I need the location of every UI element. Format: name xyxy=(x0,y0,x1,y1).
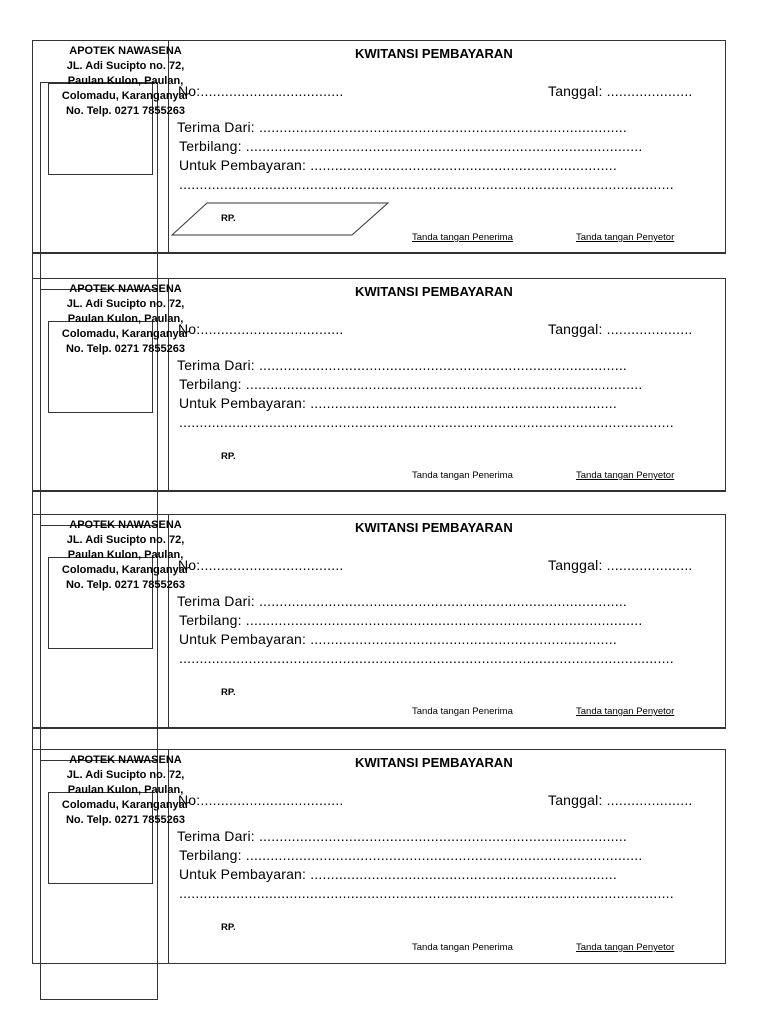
store-address-2: Paulan Kulon, Paulan, xyxy=(67,784,184,796)
receipt-title: KWITANSI PEMBAYARAN xyxy=(355,284,513,299)
separator-line xyxy=(32,253,726,254)
store-phone: No. Telp. 0271 7855263 xyxy=(65,343,186,355)
rp-label[interactable]: RP. xyxy=(221,687,236,698)
terima-dari-field[interactable]: Terima Dari: .......................................................................................... xyxy=(177,828,628,844)
signature-penyetor: Tanda tangan Penyetor xyxy=(576,232,675,243)
tanggal-field[interactable]: Tanggal: ..................... xyxy=(548,557,693,573)
terima-dari-field[interactable]: Terima Dari: .......................................................................................... xyxy=(177,357,628,373)
extra-line[interactable]: ......................................................................................................................... xyxy=(179,650,674,666)
extra-line[interactable]: ......................................................................................................................... xyxy=(179,414,674,430)
store-info xyxy=(48,282,203,357)
signature-penerima: Tanda tangan Penerima xyxy=(412,706,513,717)
signature-penerima: Tanda tangan Penerima xyxy=(412,232,513,243)
receipt-2 xyxy=(32,278,726,491)
store-phone: No. Telp. 0271 7855263 xyxy=(65,105,186,117)
signature-penerima: Tanda tangan Penerima xyxy=(412,470,513,481)
store-name: APOTEK NAWASENA xyxy=(69,283,182,295)
no-field[interactable]: No:................................... xyxy=(178,557,344,573)
store-name: APOTEK NAWASENA xyxy=(69,519,182,531)
store-address-3: Colomadu, Karanganyar xyxy=(61,328,190,340)
store-address-2: Paulan Kulon, Paulan, xyxy=(67,75,184,87)
store-address-1: JL. Adi Sucipto no. 72, xyxy=(66,298,185,310)
store-name: APOTEK NAWASENA xyxy=(69,754,182,766)
extra-line[interactable]: ......................................................................................................................... xyxy=(179,176,674,192)
rp-label[interactable]: RP. xyxy=(221,922,236,933)
store-address-3: Colomadu, Karanganyar xyxy=(61,564,190,576)
terbilang-field[interactable]: Terbilang: ................................................................................................. xyxy=(179,138,643,154)
extra-line[interactable]: ......................................................................................................................... xyxy=(179,885,674,901)
tanggal-field[interactable]: Tanggal: ..................... xyxy=(548,321,693,337)
store-phone: No. Telp. 0271 7855263 xyxy=(65,814,186,826)
store-address-3: Colomadu, Karanganyar xyxy=(61,90,190,102)
signature-penyetor: Tanda tangan Penyetor xyxy=(576,942,675,953)
tanggal-field[interactable]: Tanggal: ..................... xyxy=(548,792,693,808)
terbilang-field[interactable]: Terbilang: ................................................................................................. xyxy=(179,376,643,392)
terbilang-field[interactable]: Terbilang: ................................................................................................. xyxy=(179,612,643,628)
store-info xyxy=(48,44,203,119)
no-field[interactable]: No:................................... xyxy=(178,792,344,808)
amount-box xyxy=(171,202,391,238)
store-name: APOTEK NAWASENA xyxy=(69,45,182,57)
receipt-title: KWITANSI PEMBAYARAN xyxy=(355,520,513,535)
receipt-4 xyxy=(32,749,726,964)
no-field[interactable]: No:................................... xyxy=(178,321,344,337)
untuk-pembayaran-field[interactable]: Untuk Pembayaran: ........................................................................... xyxy=(179,157,617,173)
store-phone: No. Telp. 0271 7855263 xyxy=(65,579,186,591)
store-address-2: Paulan Kulon, Paulan, xyxy=(67,549,184,561)
store-address-3: Colomadu, Karanganyar xyxy=(61,799,190,811)
store-address-1: JL. Adi Sucipto no. 72, xyxy=(66,534,185,546)
receipt-title: KWITANSI PEMBAYARAN xyxy=(355,46,513,61)
store-info xyxy=(48,753,203,828)
receipt-title: KWITANSI PEMBAYARAN xyxy=(355,755,513,770)
tanggal-field[interactable]: Tanggal: ..................... xyxy=(548,83,693,99)
separator-line xyxy=(32,491,726,492)
rp-label[interactable]: RP. xyxy=(221,213,236,224)
receipt-3 xyxy=(32,514,726,728)
signature-penyetor: Tanda tangan Penyetor xyxy=(576,470,675,481)
store-address-2: Paulan Kulon, Paulan, xyxy=(67,313,184,325)
untuk-pembayaran-field[interactable]: Untuk Pembayaran: ........................................................................... xyxy=(179,395,617,411)
store-address-1: JL. Adi Sucipto no. 72, xyxy=(66,769,185,781)
store-info xyxy=(48,518,203,593)
separator-line xyxy=(32,728,726,729)
terima-dari-field[interactable]: Terima Dari: .......................................................................................... xyxy=(177,119,628,135)
terima-dari-field[interactable]: Terima Dari: .......................................................................................... xyxy=(177,593,628,609)
untuk-pembayaran-field[interactable]: Untuk Pembayaran: ........................................................................... xyxy=(179,866,617,882)
store-address-1: JL. Adi Sucipto no. 72, xyxy=(66,60,185,72)
rp-label[interactable]: RP. xyxy=(221,451,236,462)
untuk-pembayaran-field[interactable]: Untuk Pembayaran: ........................................................................... xyxy=(179,631,617,647)
receipt-1 xyxy=(32,40,726,253)
no-field[interactable]: No:................................... xyxy=(178,83,344,99)
terbilang-field[interactable]: Terbilang: ................................................................................................. xyxy=(179,847,643,863)
signature-penerima: Tanda tangan Penerima xyxy=(412,942,513,953)
signature-penyetor: Tanda tangan Penyetor xyxy=(576,706,675,717)
